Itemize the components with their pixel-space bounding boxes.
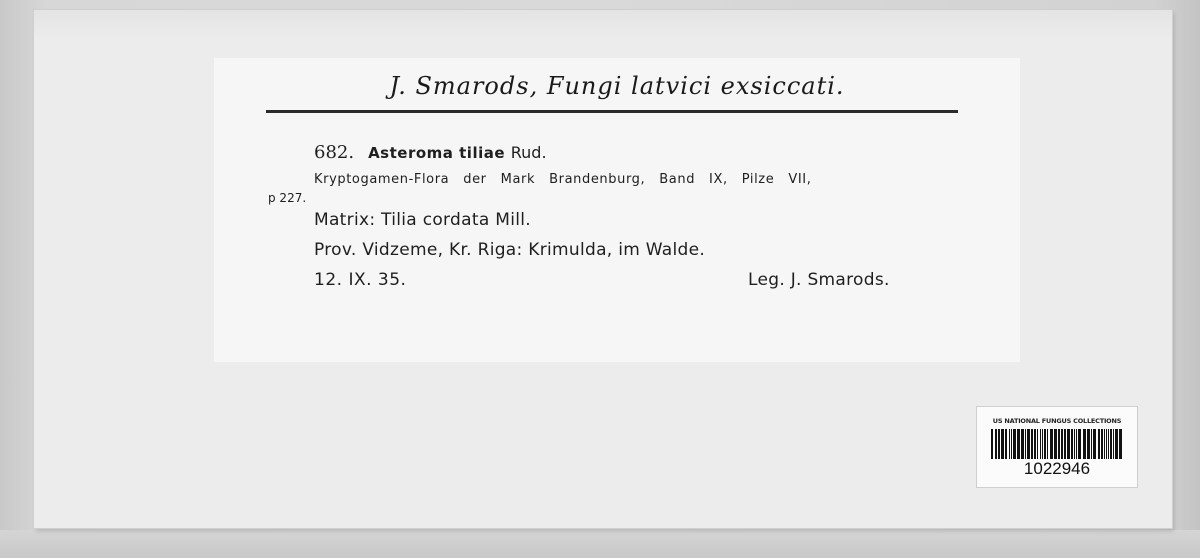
barcode-bar: [1115, 429, 1118, 459]
barcode-bar: [1031, 429, 1033, 459]
barcode-title: US NATIONAL FUNGUS COLLECTIONS: [992, 417, 1122, 425]
barcode-bar: [1106, 429, 1107, 459]
species-author: Rud.: [510, 143, 547, 162]
barcode-bar: [1005, 429, 1007, 459]
reference-part: VII,: [788, 172, 812, 187]
exsiccata-number: 682.: [314, 142, 355, 163]
barcode-bar: [1064, 429, 1066, 459]
reference-part: Mark: [500, 172, 536, 187]
species-line: [314, 142, 547, 163]
reference-part: der: [463, 172, 487, 187]
barcode-bar: [1076, 429, 1077, 459]
barcode-bar: [1011, 429, 1012, 459]
reference-part: Band: [659, 172, 696, 187]
barcode-bar: [1027, 429, 1030, 459]
species-name: Asteroma tiliae: [368, 144, 506, 162]
barcode-bar: [1087, 429, 1090, 459]
header-rule: [266, 110, 958, 113]
reference-part: Pilze: [741, 172, 775, 187]
specimen-label: [214, 58, 1020, 362]
barcode-bar: [1037, 429, 1038, 459]
barcode-bar: [1110, 429, 1112, 459]
barcode-bar: [1104, 429, 1105, 459]
reference-part: IX,: [709, 172, 728, 187]
barcode-bar: [1009, 429, 1010, 459]
barcode-bar: [995, 429, 997, 459]
barcode-bar: [1034, 429, 1036, 459]
barcode-bar: [1093, 429, 1096, 459]
barcode-bar: [991, 429, 993, 459]
barcode-bar: [1001, 429, 1004, 459]
reference-page: p 227.: [268, 191, 307, 205]
barcode-bar: [1091, 429, 1092, 459]
barcode-bar: [1040, 429, 1041, 459]
collector-line: Leg. J. Smarods.: [748, 270, 890, 290]
collection-date: 12. IX. 35.: [314, 270, 407, 290]
barcode-bar: [1013, 429, 1016, 459]
barcode-bar: [1074, 429, 1075, 459]
barcode-bar: [1025, 429, 1026, 459]
envelope-fold: [34, 10, 1172, 40]
sheet-bottom-strip: [0, 530, 1200, 558]
barcode-bar: [1054, 429, 1057, 459]
barcode-label: [976, 406, 1138, 488]
locality-line: Prov. Vidzeme, Kr. Riga: Krimulda, im Walde.: [314, 240, 706, 260]
barcode-bar: [1098, 429, 1100, 459]
reference-part: Kryptogamen-Flora: [314, 172, 450, 187]
barcode-bar: [1047, 429, 1048, 459]
reference-line: [314, 172, 811, 187]
barcode-bar: [1071, 429, 1073, 459]
barcode-bar: [1058, 429, 1060, 459]
barcode-number: 1022946: [1023, 459, 1091, 478]
barcode-bar: [1108, 429, 1109, 459]
reference-part: Brandenburg,: [549, 172, 646, 187]
barcode-bar: [1061, 429, 1063, 459]
barcode-bar: [1017, 429, 1020, 459]
barcode-bar: [1044, 429, 1046, 459]
barcode-bar: [1113, 429, 1114, 459]
barcode-bar: [1101, 429, 1103, 459]
barcode-bar: [1021, 429, 1024, 459]
barcode-bar: [1050, 429, 1053, 459]
barcode-bar: [1119, 429, 1122, 459]
barcode-bar: [1042, 429, 1043, 459]
label-header: J. Smarods, Fungi latvici exsiccati.: [389, 72, 845, 100]
matrix-line: Matrix: Tilia cordata Mill.: [314, 210, 531, 230]
barcode-bar: [1067, 429, 1070, 459]
barcode-bar: [1078, 429, 1081, 459]
barcode-icon: [991, 429, 1123, 459]
barcode-bar: [1083, 429, 1086, 459]
barcode-bar: [998, 429, 1000, 459]
